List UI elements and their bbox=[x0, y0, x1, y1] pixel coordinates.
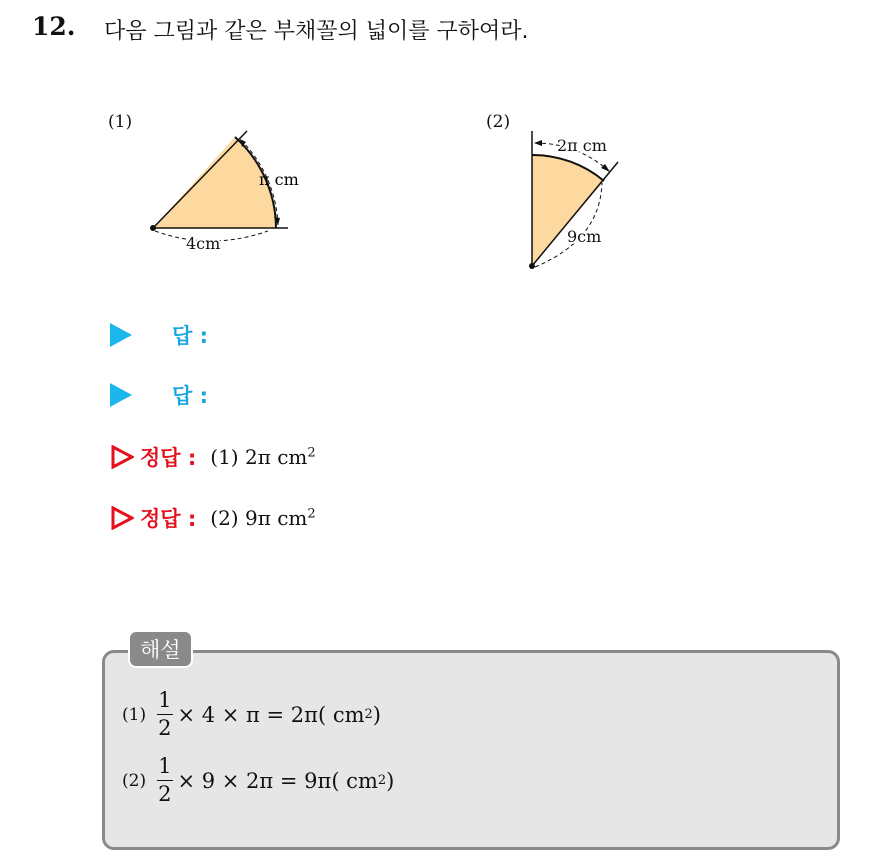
figure1-arc-label: π cm bbox=[259, 170, 299, 189]
fraction-half: $\frac{1}{2}$ bbox=[158, 754, 172, 806]
outline-triangle-icon bbox=[110, 445, 134, 469]
question-text: 다음 그림과 같은 부채꼴의 넓이를 구하여라. bbox=[104, 19, 529, 44]
solution-line-1: (1) $\frac{1}{2}$ × 4 × π = 2π( cm 2 ) bbox=[122, 688, 381, 740]
solution-line-2: (2) $\frac{1}{2}$ × 9 × 2π = 9π( cm 2 ) bbox=[122, 754, 395, 806]
figure1-sector bbox=[140, 125, 310, 255]
answer-row-1 bbox=[110, 320, 208, 350]
question-number: 12. bbox=[32, 12, 76, 41]
figure1-center-dot bbox=[150, 225, 156, 231]
figure2-center-dot bbox=[529, 263, 535, 269]
figure1-label: (1) bbox=[108, 112, 133, 132]
correct-label-2: 정답 : bbox=[140, 507, 197, 531]
figure2-arc-label: 2π cm bbox=[557, 136, 607, 155]
figure1-radius-label: 4cm bbox=[186, 234, 221, 253]
correct-answer-2: (2) 9π $cm^2$ bbox=[210, 506, 316, 530]
outline-triangle-icon bbox=[110, 506, 134, 530]
correct-answer-row-1 bbox=[110, 442, 316, 472]
correct-answer-row-2 bbox=[110, 503, 316, 533]
play-icon bbox=[110, 383, 132, 407]
solution-box bbox=[102, 650, 840, 850]
answer-label-1: 답 : bbox=[172, 324, 208, 348]
figure2-sector bbox=[515, 125, 635, 275]
correct-answer-1: (1) 2π $cm^2$ bbox=[210, 445, 316, 469]
figure2-radius-label: 9cm bbox=[567, 227, 602, 246]
fraction-half: $\frac{1}{2}$ bbox=[158, 688, 172, 740]
answer-label-2: 답 : bbox=[172, 384, 208, 408]
figure1-sector-fill bbox=[153, 137, 276, 228]
correct-label-1: 정답 : bbox=[140, 446, 197, 470]
figure2-label: (2) bbox=[486, 112, 511, 132]
figure2-sector-fill bbox=[532, 155, 604, 266]
solution-tag: 해설 bbox=[128, 630, 193, 668]
play-icon bbox=[110, 323, 132, 347]
answer-row-2 bbox=[110, 380, 208, 410]
